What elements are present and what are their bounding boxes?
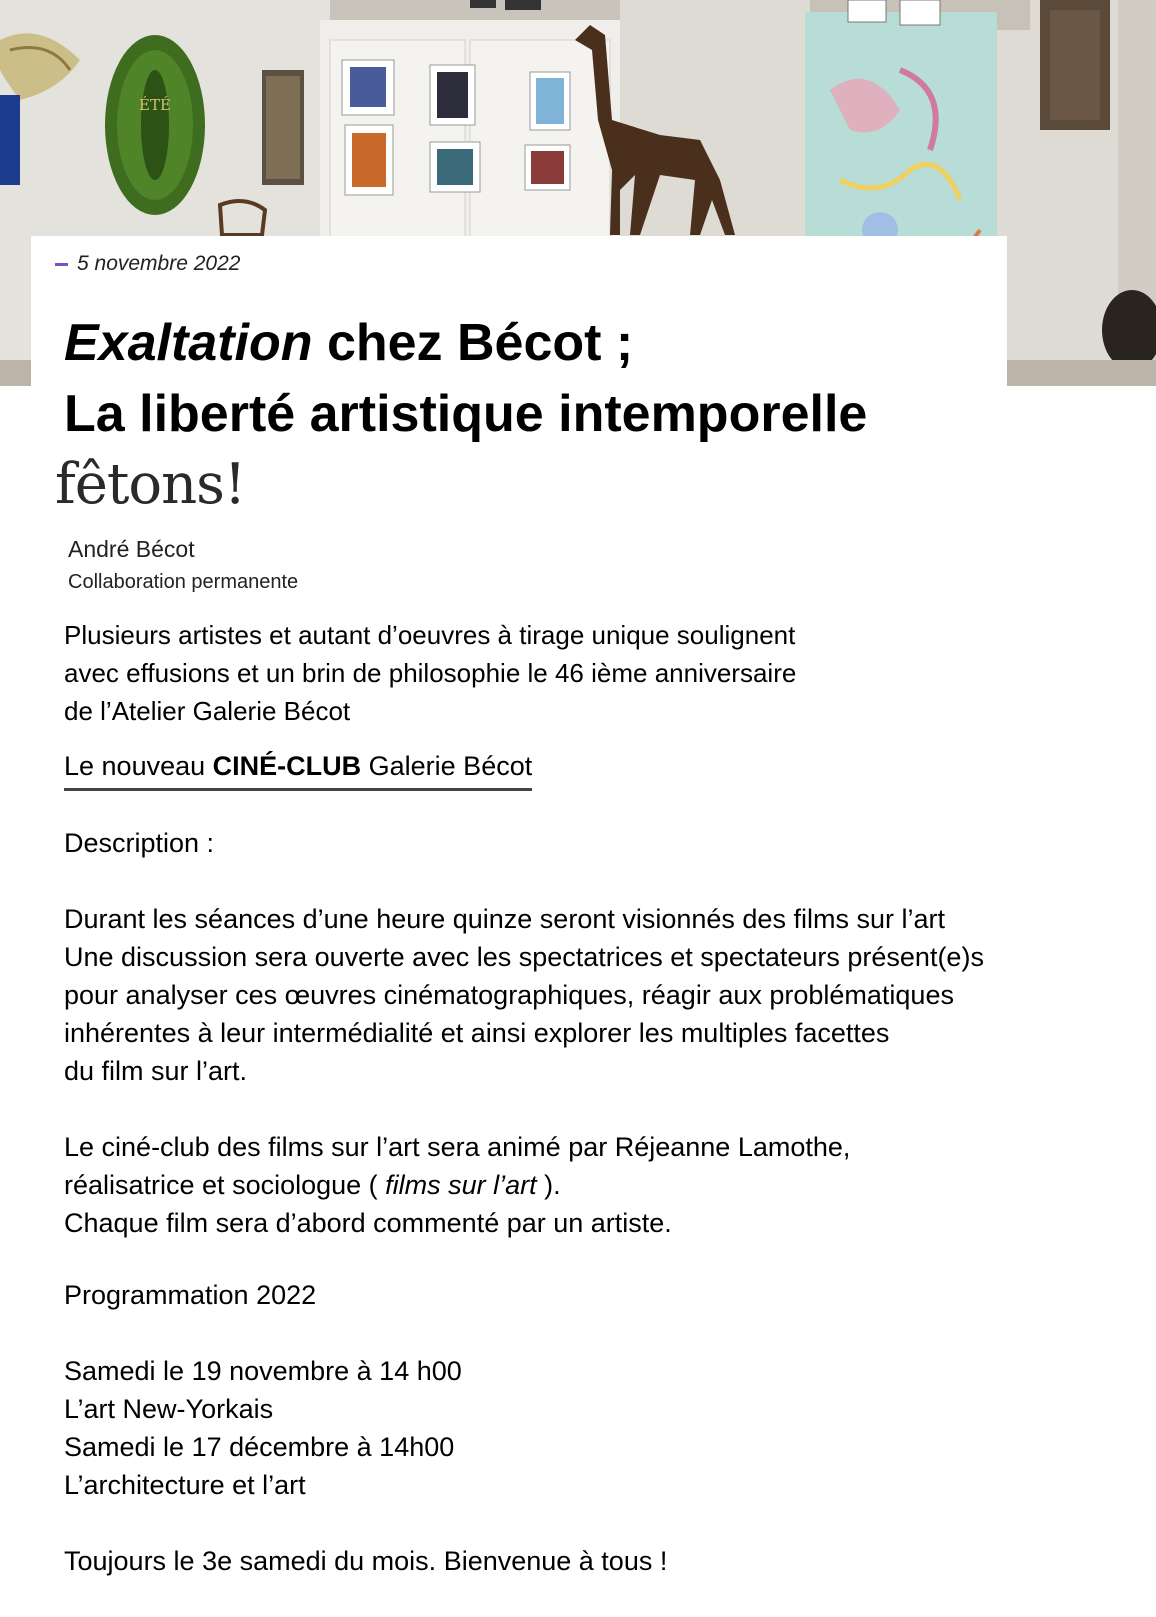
date-accent-dash (55, 263, 68, 266)
author-role: Collaboration permanente (68, 571, 299, 593)
author-name: André Bécot (68, 536, 195, 562)
programme-item: L’architecture et l’art (64, 1470, 306, 1500)
description-heading: Description : (64, 828, 215, 858)
animator-italic: films sur l’art (385, 1170, 537, 1200)
animator-line (64, 1166, 1144, 1204)
article-title (64, 308, 867, 450)
description-line: Une discussion sera ouverte avec les spectatrices et spectateurs présent(e)s (64, 942, 984, 972)
programme-item: L’art New-Yorkais (64, 1394, 274, 1424)
title-rest: chez Bécot ; (312, 314, 634, 372)
animator-prefix: réalisatrice et sociologue ( (64, 1170, 386, 1200)
article-body (64, 824, 1144, 1580)
animator-line: Le ciné-club des films sur l’art sera animé par Réjeanne Lamothe, (64, 1132, 851, 1162)
programme-item: Samedi le 19 novembre à 14 h00 (64, 1356, 462, 1386)
article-date-text: 5 novembre 2022 (77, 252, 241, 275)
title-line2: La liberté artistique intemporelle (64, 385, 868, 443)
closing-line: Toujours le 3e samedi du mois. Bienvenue à tous ! (64, 1546, 668, 1576)
lead-line: Plusieurs artistes et autant d’oeuvres à tirage unique soulignent (64, 620, 796, 650)
animator-suffix: ). (536, 1170, 561, 1200)
sculpture-letter: ÉTÉ (139, 96, 171, 114)
article-lead (64, 616, 1004, 730)
cine-link-prefix: Le nouveau (64, 751, 213, 781)
cine-club-link[interactable] (64, 750, 532, 791)
description-line: pour analyser ces œuvres cinématographiques, réagir aux problématiques (64, 980, 954, 1010)
publication-logo: fêtons! (55, 452, 246, 517)
lead-line: de l’Atelier Galerie Bécot (64, 696, 351, 726)
description-line: inhérentes à leur intermédialité et ainsi explorer les multiples facettes (64, 1018, 890, 1048)
cine-link-suffix: Galerie Bécot (361, 751, 533, 781)
description-line: du film sur l’art. (64, 1056, 248, 1086)
description-line: Durant les séances d’une heure quinze seront visionnés des films sur l’art (64, 904, 945, 934)
animator-line: Chaque film sera d’abord commenté par un artiste. (64, 1208, 672, 1238)
programme-item: Samedi le 17 décembre à 14h00 (64, 1432, 455, 1462)
lead-line: avec effusions et un brin de philosophie le 46 ième anniversaire (64, 658, 797, 688)
cine-link-bold: CINÉ-CLUB (212, 751, 362, 781)
programme-heading: Programmation 2022 (64, 1280, 317, 1310)
article-date (55, 252, 240, 276)
title-italic: Exaltation (64, 314, 313, 372)
